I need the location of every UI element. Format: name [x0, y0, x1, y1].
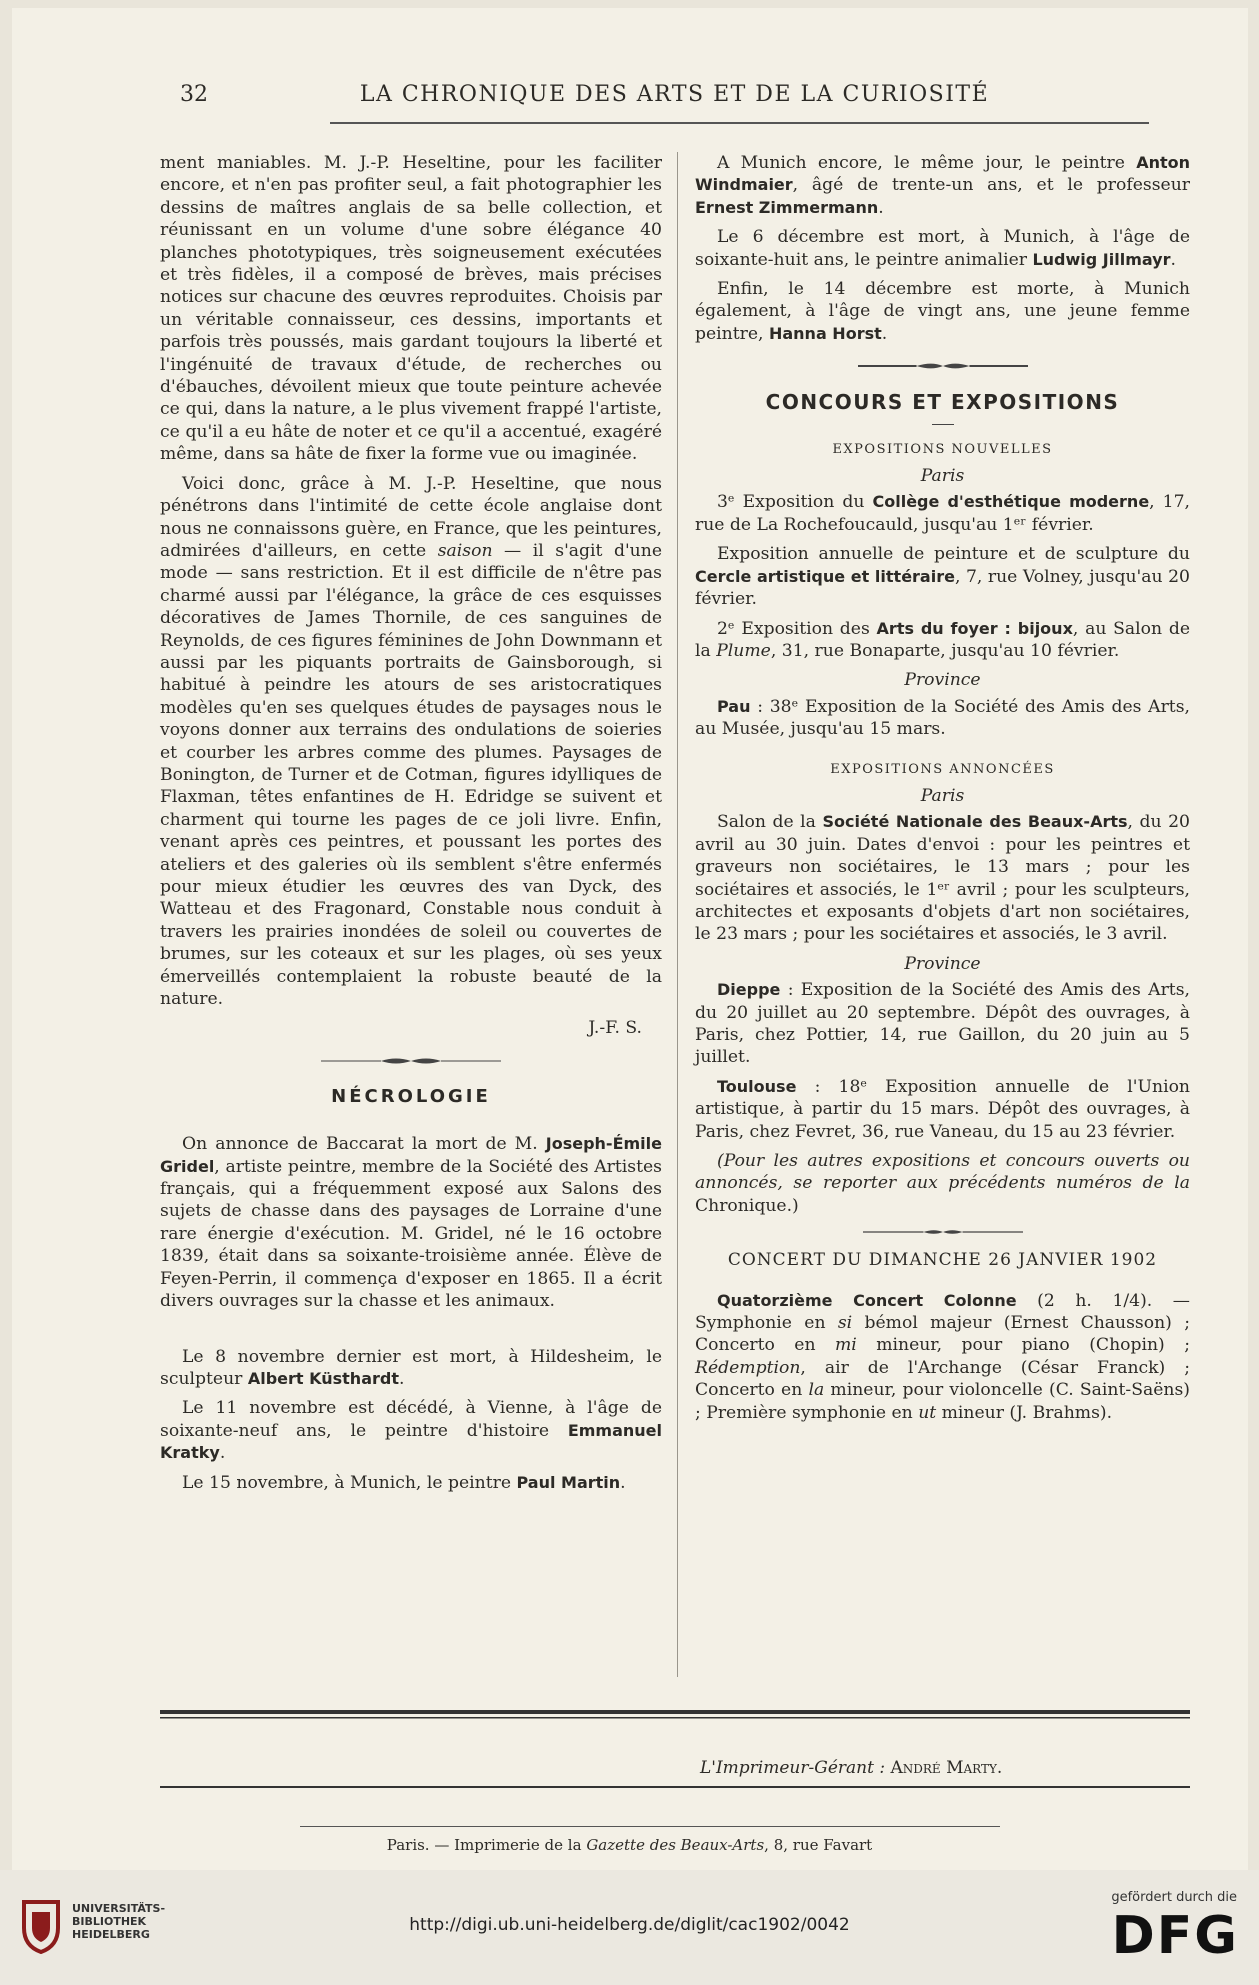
column-divider	[677, 152, 678, 1677]
imprint-rule	[300, 1826, 1000, 1828]
location-heading: Paris	[920, 466, 965, 487]
subheading: EXPOSITIONS NOUVELLES	[832, 441, 1053, 457]
page-number: 32	[180, 82, 208, 107]
paragraph: Le 8 novembre dernier est mort, à Hildesheim, le sculpteur Albert Küsthardt.	[160, 1346, 662, 1389]
paragraph: Le 6 décembre est mort, à Munich, à l'âge de soixante-huit ans, le peintre animalier Ludwig Jillmayr.	[695, 227, 1190, 270]
library-name: UNIVERSITÄTS- BIBLIOTHEK HEIDELBERG	[72, 1902, 166, 1941]
paragraph: Le 11 novembre est décédé, à Vienne, à l'âge de soixante-neuf ans, le peintre d'histoire Emmanuel Kratky.	[160, 1398, 662, 1464]
paragraph: A Munich encore, le même jour, le peintre Anton Windmaier, âgé de trente-un ans, et le professeur Ernest Zimmermann.	[695, 153, 1190, 218]
paragraph: 3ᵉ Exposition du Collège d'esthétique moderne, 17, rue de La Rochefoucauld, jusqu'au 1ᵉʳ février.	[695, 492, 1191, 535]
double-rule	[160, 1710, 1190, 1720]
paragraph: On annonce de Baccarat la mort de M. Joseph-Émile Gridel, artiste peintre, membre de la Société des Artistes français, qui a fréquemment exposé aux Salons des sujets de chasse dans des paysages de Lorraine d'une rare énergie d'exécution. M. Gridel, né le 16 octobre 1839, était dans sa soixante-troisième année. Élève de Feyen-Perrin, il commença d'exposer en 1865. Il a écrit divers ouvrages sur la chasse et les animaux.	[160, 1134, 662, 1312]
header-rule	[330, 122, 1149, 124]
bottom-rule	[160, 1786, 1190, 1790]
paragraph: Quatorzième Concert Colonne (2 h. 1/4). — Symphonie en si bémol majeur (Ernest Chausson) ; Concerto en mi mineur, pour piano (Chopin) ; Rédemption, air de l'Archange (César Franck) ; Concerto en la mineur, pour violoncelle (C. Saint-Saëns) ; Première symphonie en ut mineur (J. Brahms).	[695, 1290, 1190, 1423]
ornament-divider	[863, 1227, 1023, 1237]
right-column	[695, 152, 1190, 1431]
source-url[interactable]: http://digi.ub.uni-heidelberg.de/diglit/cac1902/0042	[409, 1915, 850, 1935]
dfg-label: gefördert durch die	[1111, 1890, 1237, 1905]
paragraph: 2ᵉ Exposition des Arts du foyer : bijoux, au Salon de la Plume, 31, rue Bonaparte, jusqu'au 10 février.	[695, 618, 1191, 661]
signature: J.-F. S.	[588, 1018, 642, 1039]
imprint-line: Paris. — Imprimerie de la Gazette des Beaux-Arts, 8, rue Favart	[386, 1836, 873, 1854]
dash-divider	[932, 424, 954, 425]
paragraph: Enfin, le 14 décembre est morte, à Munich également, à l'âge de vingt ans, une jeune femme peintre, Hanna Horst.	[695, 279, 1190, 344]
paragraph: (Pour les autres expositions et concours ouverts ou annoncés, se reporter aux précédents numéros de la Chronique.)	[695, 1151, 1190, 1216]
location-heading: Province	[904, 670, 981, 691]
paragraph: Toulouse : 18ᵉ Exposition annuelle de l'Union artistique, à partir du 15 mars. Dépôt des ouvrages, à Paris, chez Fevret, 36, rue Vaneau, du 15 au 23 février.	[695, 1076, 1190, 1142]
ornament-divider	[858, 361, 1028, 371]
imprimeur-gerant: L'Imprimeur-Gérant : André Marty.	[700, 1758, 1003, 1778]
paragraph: Voici donc, grâce à M. J.-P. Heseltine, que nous pénétrons dans l'intimité de cette école anglaise dont nous ne connaissons guère, en France, que les peintures, admirées d'ailleurs, en cette saison — il s'agit d'une mode — sans restriction. Et il est difficile de n'être pas charmé aussi par l'élégance, la grâce de ces esquisses décoratives de James Thornile, de ces sanguines de Reynolds, de ces figures féminines de John Downmann et aussi par les piquants portraits de Gainsborough, si habitué à peindre les atours de ses aristocratiques modèles qu'en ses quelques études de paysages nous le voyons donner aux terrains des ondulations de soieries et courber les arbres comme des plumes. Paysages de Bonington, de Turner et de Cotman, figures idylliques de Flaxman, têtes enfantines de H. Edridge se suivent et charment qui tourne les pages de ce joli livre. Enfin, venant après ces peintres, et poussant les portes des ateliers et des galeries où ils semblent s'être enfermés pour mieux étudier les œuvres des van Dyck, des Watteau et des Fragonard, Constable nous conduit à travers les prairies inondées de soleil ou couvertes de brumes, sur les coteaux et sur les plages, où ses yeux émerveillés contemplaient la robuste beauté de la nature.	[160, 473, 662, 1010]
concours-title: CONCOURS ET EXPOSITIONS	[765, 390, 1120, 415]
location-heading: Province	[904, 953, 981, 974]
ornament-divider	[321, 1056, 501, 1066]
paragraph: Pau : 38ᵉ Exposition de la Société des Amis des Arts, au Musée, jusqu'au 15 mars.	[695, 696, 1190, 740]
necrologie-title: NÉCROLOGIE	[331, 1085, 491, 1107]
left-column	[160, 152, 662, 1501]
dfg-logo: DFG	[1111, 1906, 1239, 1966]
paragraph: ment maniables. M. J.-P. Heseltine, pour les faciliter encore, et n'en pas profiter seul, a fait photographier les dessins de maîtres anglais de sa belle collection, et réunissant en un volume d'une sobre élégance 40 planches phototypiques, très soigneusement exécutées et très fidèles, il a composé de brèves, mais précises notices sur chacune des œuvres reproduites. Choisis par un véritable connaisseur, ces dessins, importants et parfois très poussés, mais gardant toujours la liberté et l'ingénuité de travaux d'étude, de recherches ou d'ébauches, dévoilent mieux que toute peinture achevée ce qui, dans la nature, a le plus vivement frappé l'artiste, ce qu'il a eu hâte de noter et ce qu'il a accentué, exagéré même, dans sa hâte de fixer la forme vue ou imaginée.	[160, 153, 662, 465]
running-title: LA CHRONIQUE DES ARTS ET DE LA CURIOSITÉ	[359, 82, 990, 107]
paragraph: Exposition annuelle de peinture et de sculpture du Cercle artistique et littéraire, 7, rue Volney, jusqu'au 20 février.	[695, 544, 1190, 610]
paragraph: Salon de la Société Nationale des Beaux-Arts, du 20 avril au 30 juin. Dates d'envoi : pour les peintres et graveurs non sociétaires, le 13 mars ; pour les sociétaires et associés, le 1ᵉʳ avril ; pour les sculpteurs, architectes et exposants d'objets d'art non sociétaires, le 23 mars ; pour les sociétaires et associés, le 3 avril.	[695, 812, 1190, 945]
subheading: EXPOSITIONS ANNONCÉES	[830, 761, 1055, 777]
paragraph: Le 15 novembre, à Munich, le peintre Paul Martin.	[182, 1472, 626, 1493]
location-heading: Paris	[920, 785, 965, 806]
paragraph: Dieppe : Exposition de la Société des Amis des Arts, du 20 juillet au 20 septembre. Dépôt des ouvrages, à Paris, chez Pottier, 14, rue Gaillon, du 20 juin au 5 juillet.	[695, 980, 1190, 1068]
digitization-footer	[0, 1870, 1259, 1985]
page-header	[160, 72, 1189, 112]
concert-title: CONCERT DU DIMANCHE 26 JANVIER 1902	[727, 1250, 1158, 1271]
